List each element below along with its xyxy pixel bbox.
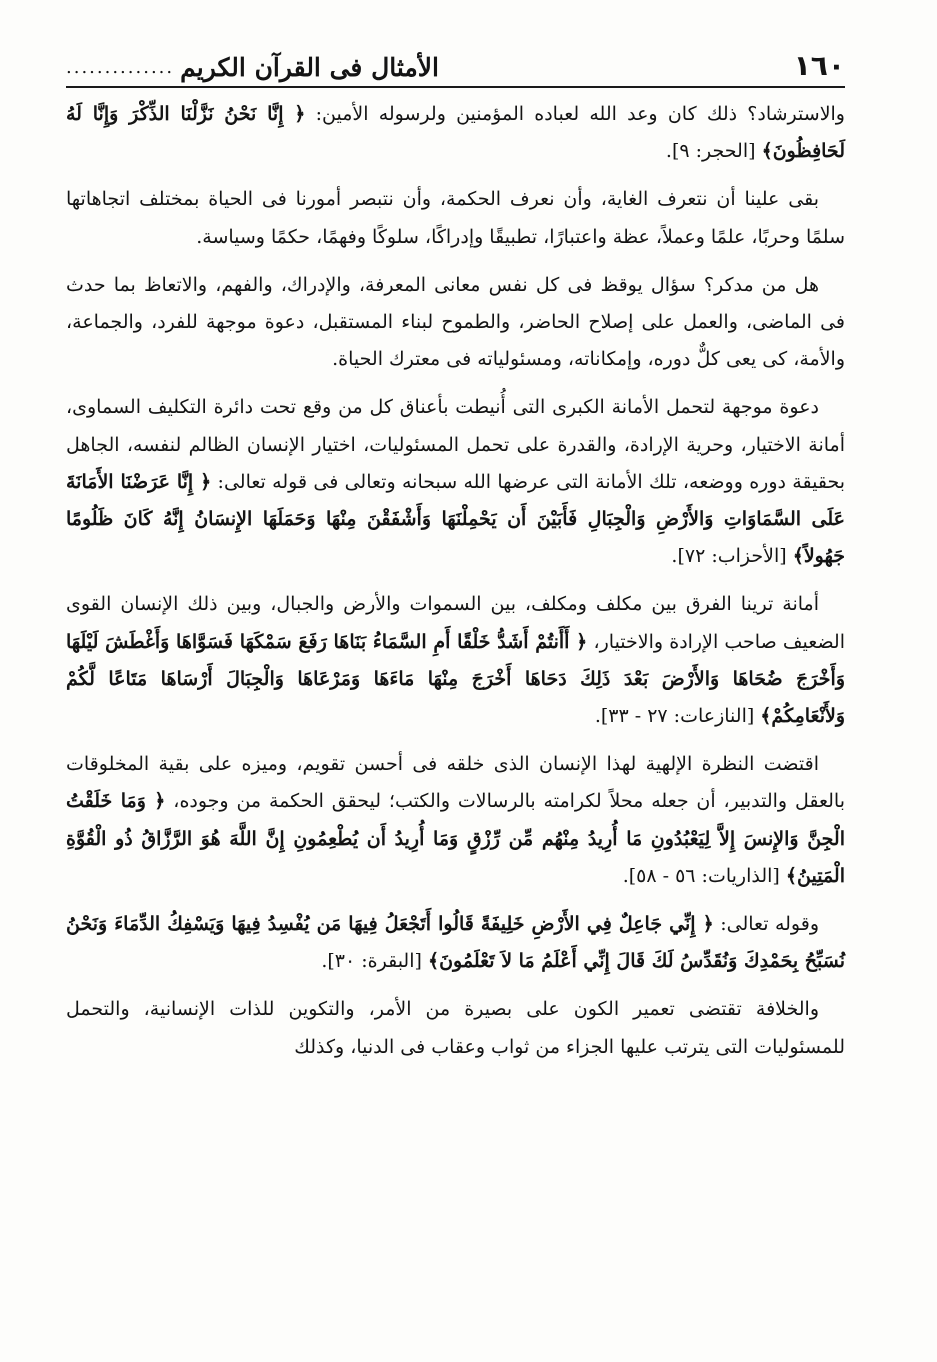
paragraph-p6 [66,746,845,895]
paragraph-p8 [66,991,845,1065]
paragraph-p5 [66,586,845,735]
body-text: أمانة ترينا الفرق بين مكلف ومكلف، بين السموات والأرض والجبال، وبين ذلك الإنسان القوى الضعيف صاحب الإرادة والاختيار، [66,593,845,653]
paragraph-p7 [66,906,845,980]
paragraph-p3 [66,267,845,379]
body-text: [الذاريات: ٥٦ - ٥٨]. [622,864,786,887]
body-text: بقى علينا أن نتعرف الغاية، وأن نعرف الحكمة، وأن نتبصر أمورنا فى الحياة بمختلف اتجاهاتها سلمًا وحربًا، علمًا وعملاً، عظة واعتبارًا، تطبيقًا وإدراكًا، سلوكًا وفهمًا، حكمًا وسياسة. [66,188,845,248]
quran-verse: ﴿ إِنِّي جَاعِلٌ فِي الأَرْضِ خَلِيفَةً قَالُوا أَتَجْعَلُ فِيهَا مَن يُفْسِدُ فِيهَا وَيَسْفِكُ الدِّمَاءَ وَنَحْنُ نُسَبِّحُ بِحَمْدِكَ وَنُقَدِّسُ لَكَ قَالَ إِنِّي أَعْلَمُ مَا لاَ تَعْلَمُونَ﴾ [66,913,845,973]
running-title [66,53,439,82]
body-text: [الأحزاب: ٧٢]. [671,545,793,568]
title-leader-dots: .............. [66,57,175,78]
paragraph-p2 [66,181,845,255]
body-text: هل من مدكر؟ سؤال يوقظ فى كل نفس معانى المعرفة، والإدراك، والفهم، والاتعاظ بما حدث فى الماضى، والعمل على إصلاح الحاضر، والطموح لبناء المستقبل، دعوة موجهة للفرد، والجماعة، والأمة، كى يعى كلٌّ دوره، وإمكاناته، ومسئولياته فى معترك الحياة. [66,273,845,371]
body-text: [البقرة: ٣٠]. [321,950,428,973]
quran-verse: ﴿ وَمَا خَلَقْتُ الْجِنَّ وَالإِنسَ إِلاَّ لِيَعْبُدُونِ مَا أُرِيدُ مِنْهُم مِّن رِّزْقٍ وَمَا أُرِيدُ أَن يُطْعِمُونِ إِنَّ اللَّهَ هُوَ الرَّزَّاقُ ذُو الْقُوَّةِ الْمَتِينُ﴾ [66,790,845,887]
body-text: والخلافة تقتضى تعمير الكون على بصيرة من الأمر، والتكوين للذات الإنسانية، والتحمل للمسئوليات التى يترتب عليها الجزاء من ثواب وعقاب فى الدنيا، وكذلك [66,998,845,1058]
page-header [66,34,845,88]
page-body [66,96,845,1077]
body-text: اقتضت النظرة الإلهية لهذا الإنسان الذى خلقه فى أحسن تقويم، وميزه على بقية المخلوقات بالعقل والتدبير، أن جعله محلاً لكرامته بالرسالات والكتب؛ ليحقق الحكمة من وجوده، [66,753,846,813]
paragraph-p4 [66,389,845,575]
quran-verse: ﴿ أَأَنتُمْ أَشَدُّ خَلْقًا أَمِ السَّمَاءُ بَنَاهَا رَفَعَ سَمْكَهَا فَسَوَّاهَا وَأَغْطَشَ لَيْلَهَا وَأَخْرَجَ ضُحَاهَا وَالأَرْضَ بَعْدَ ذَلِكَ دَحَاهَا أَخْرَجَ مِنْهَا مَاءَهَا وَمَرْعَاهَا وَالْجِبَالَ أَرْسَاهَا مَتَاعًا لَّكُمْ وَلأَنْعَامِكُمْ﴾ [66,630,845,728]
quran-verse: ﴿ إِنَّا نَحْنُ نَزَّلْنَا الذِّكْرَ وَإِنَّا لَهُ لَحَافِظُونَ﴾ [66,103,845,163]
paragraph-p1 [66,96,845,170]
quran-verse: ﴿ إِنَّا عَرَضْنَا الأَمَانَةَ عَلَى السَّمَاوَاتِ وَالأَرْضِ وَالْجِبَالِ فَأَبَيْنَ أَن يَحْمِلْنَهَا وَأَشْفَقْنَ مِنْهَا وَحَمَلَهَا الإِنسَانُ إِنَّهُ كَانَ ظَلُومًا جَهُولاً﴾ [66,470,845,568]
page-number: ١٦٠ [793,49,845,82]
body-text: دعوة موجهة لتحمل الأمانة الكبرى التى أُنيطت بأعناق كل من وقع تحت دائرة التكليف السماوى، أمانة الاختيار، وحرية الإرادة، والقدرة على تحمل المسئوليات، اختيار الإنسان الظالم لنفسه، الجاهل بحقيقة دوره ووضعه، تلك الأمانة التى عرضها الله سبحانه وتعالى فى قوله تعالى: [66,396,846,493]
book-title: الأمثال فى القرآن الكريم [180,53,439,82]
body-text: والاسترشاد؟ ذلك كان وعد الله لعباده المؤمنين ولرسوله الأمين: [305,103,845,125]
body-text: [النازعات: ٢٧ - ٣٣]. [594,705,761,728]
body-text: وقوله تعالى: [713,913,819,936]
body-text: [الحجر: ٩]. [665,140,762,163]
